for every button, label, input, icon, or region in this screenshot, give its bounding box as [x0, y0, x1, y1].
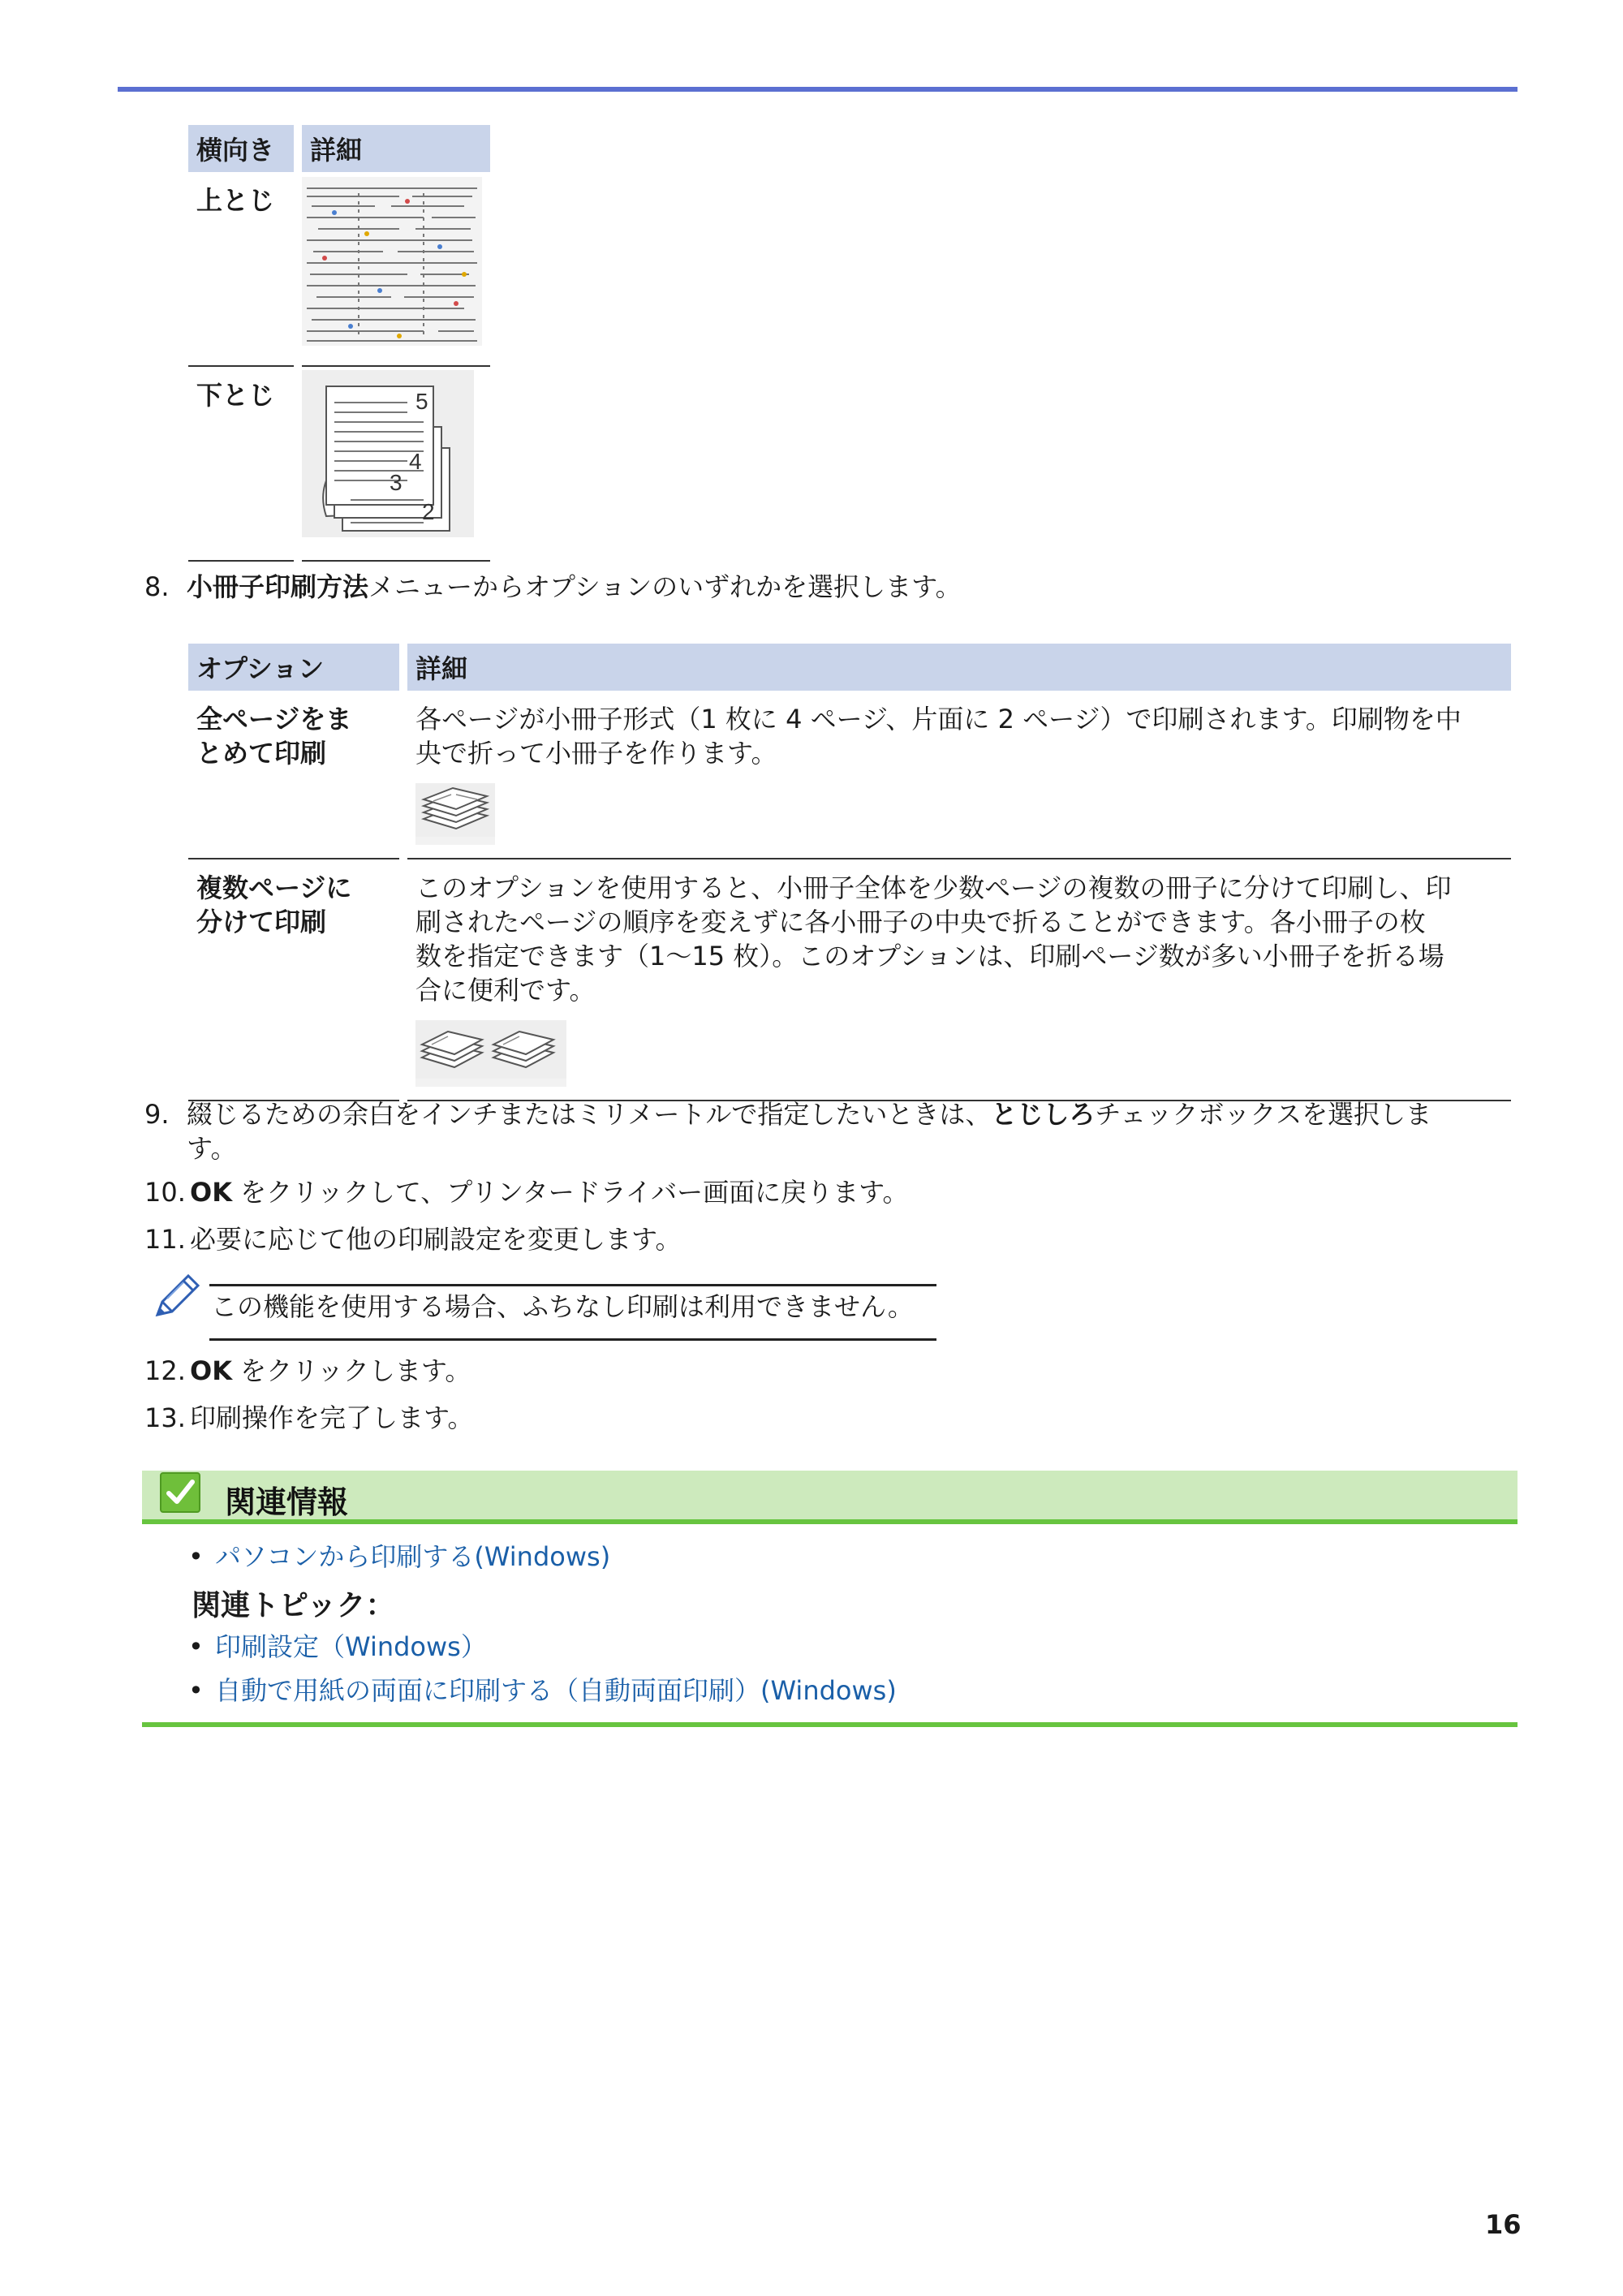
column-header-orientation: 横向き — [188, 125, 294, 172]
stacked-booklet-icon — [415, 783, 495, 837]
bottom-binding-illustration — [302, 370, 474, 537]
related-link-windows-print[interactable]: パソコンから印刷する(Windows) — [215, 1541, 611, 1572]
topic-link-print-settings[interactable]: 印刷設定（Windows） — [215, 1631, 487, 1662]
related-info-bar — [142, 1471, 1518, 1524]
page-number-3: 3 — [390, 470, 403, 495]
table-row — [188, 367, 490, 562]
top-binding-illustration — [302, 177, 482, 346]
checkmark-icon — [160, 1472, 200, 1513]
page-number-5: 5 — [415, 389, 428, 414]
row-label: 上とじ — [188, 172, 294, 367]
page-number: 16 — [1485, 2209, 1522, 2240]
top-rule — [118, 87, 1518, 92]
note-top-rule — [209, 1284, 936, 1286]
table-row — [188, 859, 1511, 1101]
pencil-note-icon — [151, 1273, 201, 1323]
table-row — [188, 691, 1511, 859]
option-label: 複数ページに 分けて印刷 — [188, 859, 399, 1101]
ok-label: OK — [190, 1355, 232, 1386]
split-booklets-icon — [415, 1020, 566, 1079]
page-number-2: 2 — [422, 499, 435, 524]
topic-link-duplex-print[interactable]: 自動で用紙の両面に印刷する（自動両面印刷）(Windows) — [215, 1675, 897, 1706]
related-info-title: 関連情報 — [225, 1484, 349, 1520]
column-header-detail: 詳細 — [407, 644, 1511, 691]
option-detail: このオプションを使用すると、小冊子全体を少数ページの複数の冊子に分けて印刷し、印 刷されたページの順序を変えずに各小冊子の中央で折ることができます。各小冊子の枚 数を指定できます（1～15 枚）。このオプションは、印刷ページ数が多い小冊子を折る場 合に便利です。 — [407, 859, 1511, 1101]
option-detail: 各ページが小冊子形式（1 枚に 4 ページ、片面に 2 ページ）で印刷されます。印刷物を中 央で折って小冊子を作ります。 — [407, 691, 1511, 859]
page-number-4: 4 — [409, 449, 422, 474]
column-header-option: オプション — [188, 644, 399, 691]
column-header-detail: 詳細 — [302, 125, 490, 172]
related-topics-title: 関連トピック： — [192, 1589, 395, 1622]
binding-table — [180, 125, 498, 562]
note-bottom-rule — [209, 1338, 936, 1341]
booklet-options-table — [180, 644, 1519, 1101]
option-label: 全ページをま とめて印刷 — [188, 691, 399, 859]
ok-label: OK — [190, 1177, 232, 1208]
menu-name: 小冊子印刷方法 — [187, 571, 369, 602]
bottom-rule — [142, 1722, 1518, 1727]
table-row — [188, 172, 490, 367]
note-text: この機能を使用する場合、ふちなし印刷は利用できません。 — [211, 1291, 914, 1322]
row-label: 下とじ — [188, 367, 294, 562]
margin-checkbox-name: とじしろ — [991, 1099, 1096, 1130]
